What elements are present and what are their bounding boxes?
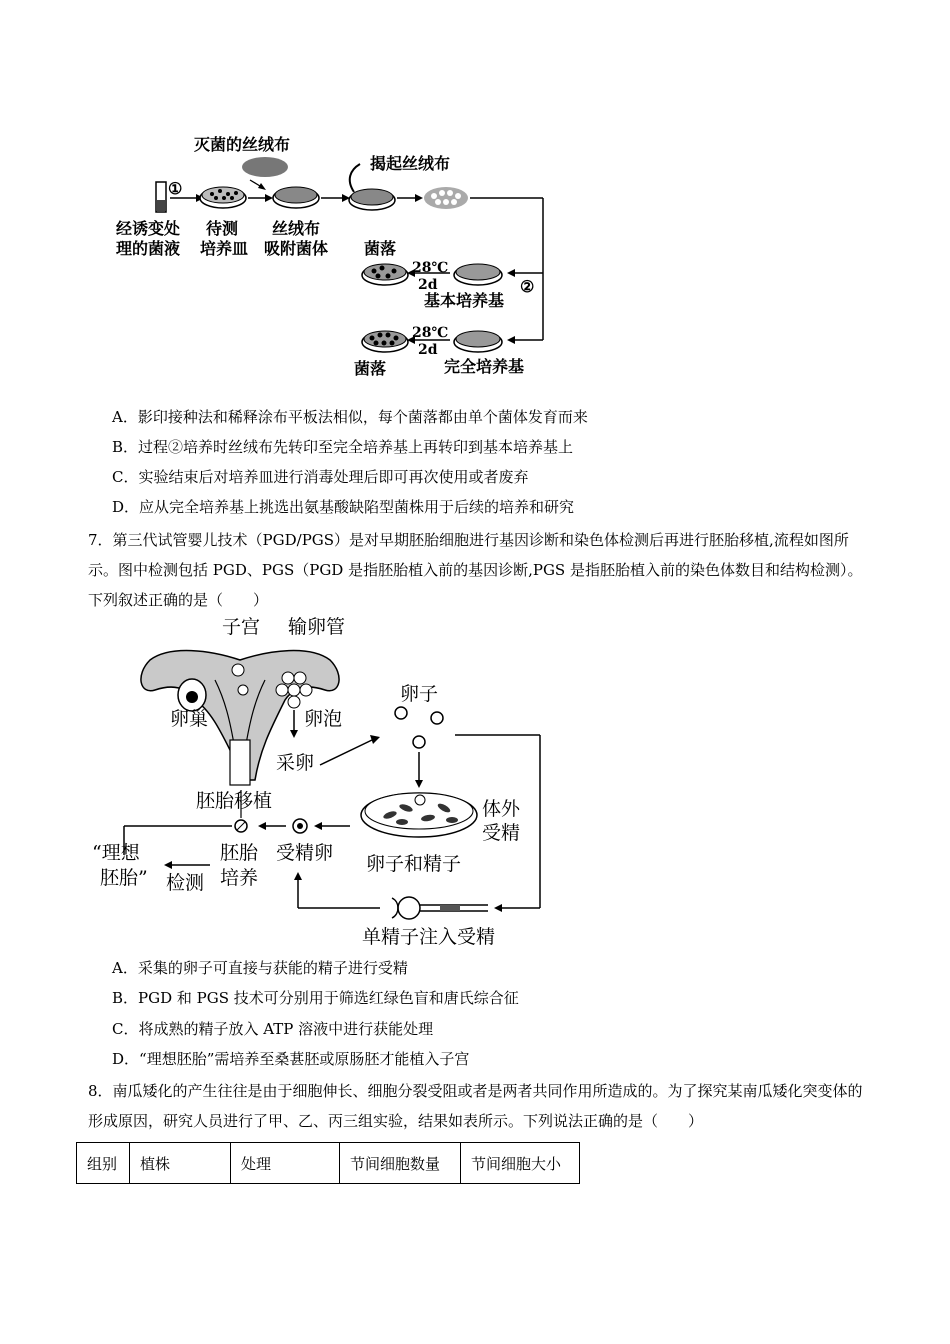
ivf-label-1: 体外 (482, 798, 521, 820)
q6-option-c: C．实验结束后对培养皿进行消毒处理后即可再次使用或者废弃 (112, 468, 529, 486)
ideal-embryo-label-1: “理想 (92, 842, 140, 864)
egg-label: 卵子 (400, 683, 439, 705)
step1-label: ① (168, 179, 183, 198)
velvet-cloth-icon (242, 157, 288, 177)
sterile-velvet-label: 灭菌的丝绒布 (194, 135, 291, 154)
collect-egg-label: 采卵 (276, 752, 315, 774)
zygote-label: 受精卵 (276, 842, 334, 864)
icsi-egg-icon (398, 897, 420, 919)
days-bottom-label: 2d (418, 342, 438, 358)
icsi-label: 单精子注入受精 (362, 926, 496, 948)
test-dish-label-2: 培养皿 (200, 239, 249, 258)
table-header-row (77, 1143, 580, 1184)
temp-bottom-label: 28℃ (412, 325, 449, 341)
days-top-label: 2d (418, 277, 438, 293)
q6-option-b: B．过程②培养时丝绒布先转印至完全培养基上再转印到基本培养基上 (112, 438, 574, 456)
table-header-cell: 节间细胞大小 (461, 1143, 580, 1184)
colony-bottom-label: 菌落 (354, 359, 387, 378)
velvet-label-1: 丝绒布 (272, 219, 321, 238)
table-header-cell: 节间细胞数量 (340, 1143, 461, 1184)
q7-option-d: D．“理想胚胎”需培养至桑葚胚或原肠胚才能植入子宫 (112, 1050, 470, 1068)
temp-top-label: 28℃ (412, 260, 449, 276)
embryo-culture-label-2: 培养 (220, 867, 259, 889)
embryo-transfer-label: 胚胎移植 (196, 790, 273, 812)
basic-medium-label: 基本培养基 (424, 291, 505, 310)
table-header-cell: 处理 (231, 1143, 340, 1184)
mutagen-label-1: 经诱变处 (116, 219, 181, 238)
lift-velvet-label: 揭起丝绒布 (370, 154, 451, 173)
q7-option-a: A．采集的卵子可直接与获能的精子进行受精 (112, 959, 408, 977)
q6-option-a: A．影印接种法和稀释涂布平板法相似，每个菌落都由单个菌体发育而来 (112, 408, 588, 426)
test-dish-label-1: 待测 (206, 219, 239, 238)
ideal-embryo-label-2: 胚胎” (100, 867, 148, 889)
egg-icon (395, 707, 407, 719)
ovary-label: 卵巢 (170, 708, 209, 730)
colony-top-label: 菌落 (364, 239, 397, 258)
q7-option-b: B．PGD 和 PGS 技术可分别用于筛选红绿色盲和唐氏综合征 (112, 989, 519, 1007)
oviduct-label: 输卵管 (288, 616, 346, 638)
q7-stem: 7．第三代试管婴儿技术（PGD/PGS）是对早期胚胎细胞进行基因诊断和染色体检测后再进行胚胎移植,流程如图所示。图中检测包括 PGD、PGS（PGD 是指胚胎植入前的基因诊断,PGS 是指胚胎植入前的染色体数目和结构检测）。下列叙述正确的是（ ） (88, 531, 863, 609)
q7-option-c: C．将成熟的精子放入 ATP 溶液中进行获能处理 (112, 1020, 434, 1038)
egg-sperm-label: 卵子和精子 (366, 853, 462, 875)
velvet-label-2: 吸附菌体 (264, 239, 329, 258)
q6-option-d: D．应从完全培养基上挑选出氨基酸缺陷型菌株用于后续的培养和研究 (112, 498, 575, 516)
q8-table (76, 1142, 580, 1184)
table-header-cell: 组别 (77, 1143, 130, 1184)
follicle-label: 卵泡 (304, 708, 343, 730)
ivf-label-2: 受精 (482, 822, 521, 844)
q8-stem: 8．南瓜矮化的产生往往是由于细胞伸长、细胞分裂受阻或者是两者共同作用所造成的。为了探究某南瓜矮化突变体的形成原因，研究人员进行了甲、乙、丙三组实验，结果如表所示。下列说法正确的是（ ） (88, 1082, 863, 1130)
detect-label: 检测 (166, 872, 205, 894)
embryo-culture-label-1: 胚胎 (220, 842, 259, 864)
mutagen-label-2: 理的菌液 (116, 239, 181, 258)
uterus-label: 子宫 (222, 616, 261, 638)
complete-medium-label: 完全培养基 (444, 357, 525, 376)
table-header-cell: 植株 (130, 1143, 231, 1184)
velvet-print-icon (424, 187, 468, 209)
step2-label: ② (520, 277, 535, 296)
